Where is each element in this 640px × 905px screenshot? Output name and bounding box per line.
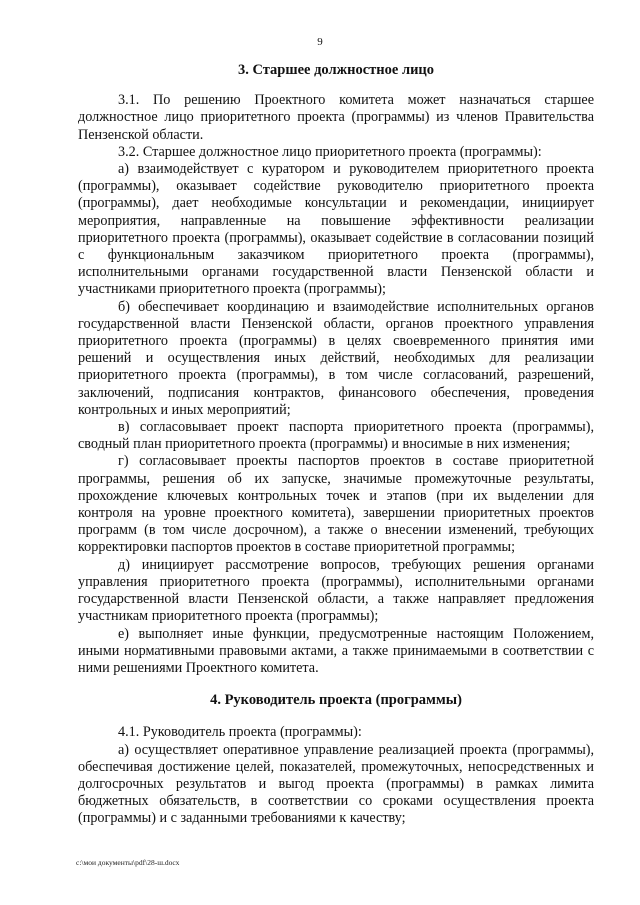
paragraph-3-1: 3.1. По решению Проектного комитета может назначаться старшее должностное лицо приоритетного проекта (программы) из членов Правительства Пензенской области.: [78, 92, 594, 143]
paragraph-4-1-a: а) осуществляет оперативное управление реализацией проекта (программы), обеспечивая достижение целей, показателей, промежуточных, непосредственных и долгосрочных результатов и выгод проекта (программы) в рамках лимита бюджетных обязательств, в соответствии со сроками осуществления проекта (программы) и с заданными требованиями к качеству;: [78, 741, 594, 827]
paragraph-3-2-b: б) обеспечивает координацию и взаимодействие исполнительных органов государственной власти Пензенской области, органов проектного управления приоритетного проекта (программы) в целях своевременного принятия ими решений и осуществления иных действий, необходимых для реализации приоритетного проекта (программы), в том числе согласований, разрешений, заключений, подписания контрактов, финансового обеспечения, проведения контрольных и иных мероприятий;: [78, 298, 594, 418]
section-heading-4: 4. Руководитель проекта (программы): [210, 692, 462, 709]
paragraph-3-2-g: г) согласовывает проекты паспортов проектов в составе приоритетной программы, решения об их запуске, значимые промежуточные результаты, прохождение ключевых контрольных точек и этапов (при их выделении для контроля на уровне проектного комитета), завершении приоритетных проектов программ (в том числе досрочном), а также о внесении изменений, требующих корректировки паспортов проектов в составе приоритетной программы;: [78, 453, 594, 556]
section-heading-3: 3. Старшее должностное лицо: [237, 62, 435, 78]
paragraph-4-1: 4.1. Руководитель проекта (программы):: [118, 724, 362, 741]
paragraph-3-2-e: е) выполняет иные функции, предусмотренные настоящим Положением, иными нормативными правовыми актами, а также принимаемыми в соответствии с ними решениями Проектного комитета.: [78, 625, 594, 676]
paragraph-3-2-d: д) инициирует рассмотрение вопросов, требующих решения органами управления приоритетного проекта (программы), исполнительными органами государственной власти Пензенской области, а также направляет предложения участникам приоритетного проекта (программы);: [78, 556, 594, 625]
paragraph-3-2-v: в) согласовывает проект паспорта приоритетного проекта (программы), сводный план приоритетного проекта (программы) и вносимые в них изменения;: [78, 419, 594, 453]
footer-file-path: c:\мои документы\pdf\28-ш.docx: [76, 858, 180, 867]
paragraph-3-2: 3.2. Старшее должностное лицо приоритетного проекта (программы):: [118, 143, 542, 160]
page-number: 9: [317, 36, 323, 48]
paragraph-3-2-a: а) взаимодействует с куратором и руководителем приоритетного проекта (программы), оказывает содействие руководителю приоритетного проекта (программы), дает необходимые консультации и рекомендации, инициирует мероприятия, направленные на повышение эффективности реализации приоритетного проекта (программы), оказывает содействие в согласовании позиций с функциональным заказчиком приоритетного проекта (программы), исполнительными органами государственной власти Пензенской области и участниками приоритетного проекта (программы);: [78, 161, 594, 298]
document-body: [78, 60, 594, 828]
